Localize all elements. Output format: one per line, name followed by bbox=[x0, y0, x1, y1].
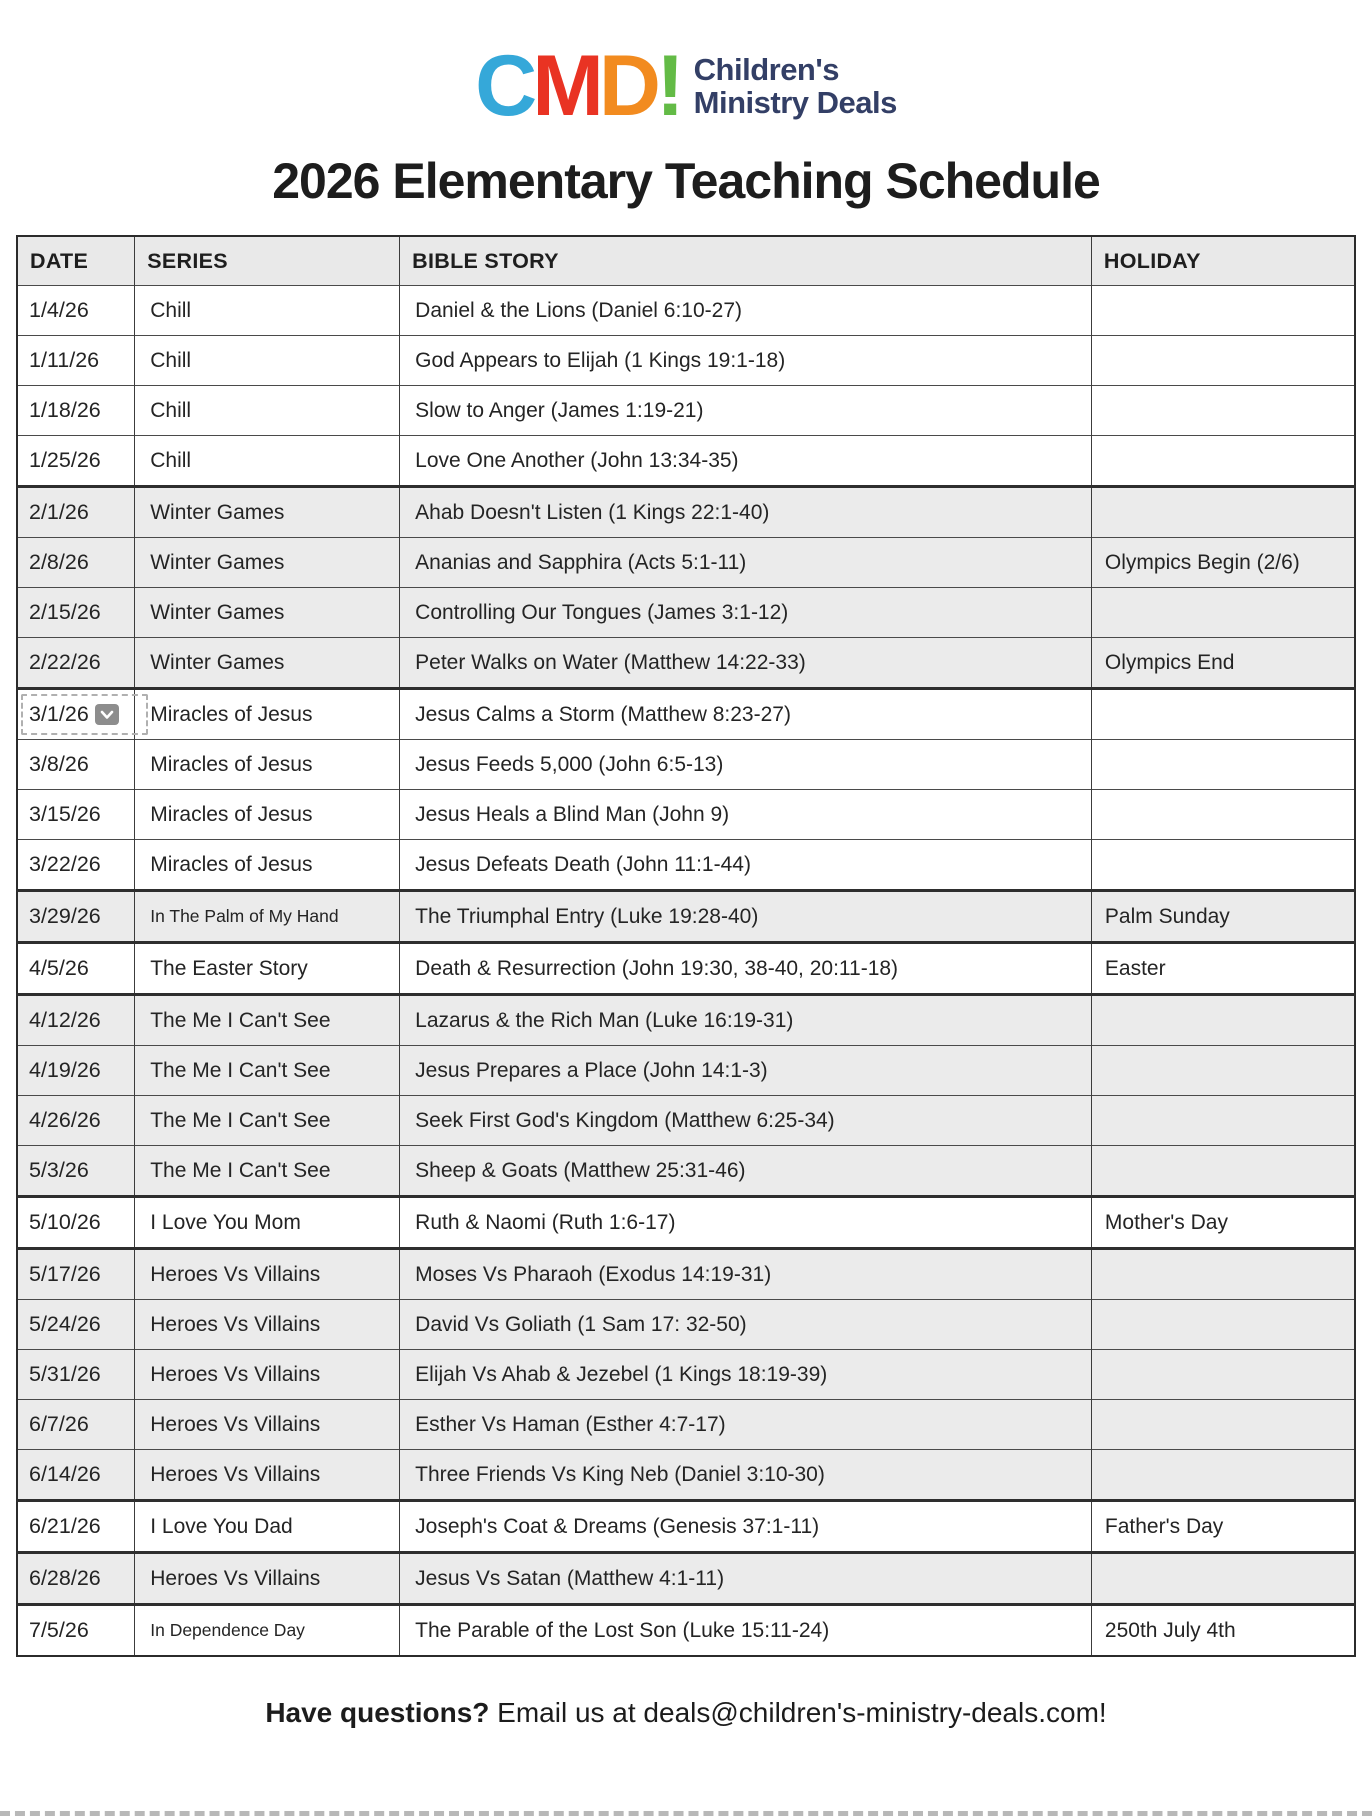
holiday-cell bbox=[1091, 1553, 1355, 1605]
date-cell: 5/31/26 bbox=[17, 1350, 135, 1400]
table-row bbox=[17, 1197, 1355, 1249]
holiday-cell bbox=[1091, 1350, 1355, 1400]
series-cell: Winter Games bbox=[135, 538, 400, 588]
date-cell: 6/14/26 bbox=[17, 1450, 135, 1501]
footer-question: Have questions? bbox=[265, 1697, 490, 1728]
table-row bbox=[17, 1450, 1355, 1501]
schedule-table bbox=[16, 235, 1356, 1657]
series-cell: Winter Games bbox=[135, 487, 400, 538]
table-row bbox=[17, 840, 1355, 891]
series-cell: Winter Games bbox=[135, 638, 400, 689]
story-cell: Seek First God's Kingdom (Matthew 6:25-34) bbox=[400, 1096, 1092, 1146]
date-cell: 1/4/26 bbox=[17, 286, 135, 336]
table-row bbox=[17, 1501, 1355, 1553]
table-row bbox=[17, 638, 1355, 689]
series-cell: The Me I Can't See bbox=[135, 1096, 400, 1146]
series-cell: Heroes Vs Villains bbox=[135, 1300, 400, 1350]
story-cell: Slow to Anger (James 1:19-21) bbox=[400, 386, 1092, 436]
holiday-cell: Father's Day bbox=[1091, 1501, 1355, 1553]
story-cell: Jesus Prepares a Place (John 14:1-3) bbox=[400, 1046, 1092, 1096]
logo-letter: C bbox=[475, 38, 533, 134]
story-cell: Love One Another (John 13:34-35) bbox=[400, 436, 1092, 487]
series-cell: The Me I Can't See bbox=[135, 1046, 400, 1096]
holiday-cell: Mother's Day bbox=[1091, 1197, 1355, 1249]
table-row bbox=[17, 1605, 1355, 1657]
holiday-cell bbox=[1091, 840, 1355, 891]
series-cell: I Love You Dad bbox=[135, 1501, 400, 1553]
holiday-cell bbox=[1091, 1400, 1355, 1450]
column-header-holiday: HOLIDAY bbox=[1091, 236, 1355, 286]
series-cell: The Easter Story bbox=[135, 943, 400, 995]
story-cell: Lazarus & the Rich Man (Luke 16:19-31) bbox=[400, 995, 1092, 1046]
date-cell: 5/24/26 bbox=[17, 1300, 135, 1350]
table-row bbox=[17, 943, 1355, 995]
holiday-cell bbox=[1091, 286, 1355, 336]
table-row bbox=[17, 1400, 1355, 1450]
table-row bbox=[17, 1146, 1355, 1197]
series-cell: Heroes Vs Villains bbox=[135, 1400, 400, 1450]
story-cell: Daniel & the Lions (Daniel 6:10-27) bbox=[400, 286, 1092, 336]
story-cell: Peter Walks on Water (Matthew 14:22-33) bbox=[400, 638, 1092, 689]
series-cell: Heroes Vs Villains bbox=[135, 1553, 400, 1605]
table-row bbox=[17, 891, 1355, 943]
story-cell: Jesus Feeds 5,000 (John 6:5-13) bbox=[400, 740, 1092, 790]
date-cell: 3/22/26 bbox=[17, 840, 135, 891]
holiday-cell bbox=[1091, 436, 1355, 487]
date-dropdown-button[interactable] bbox=[95, 704, 119, 725]
table-row bbox=[17, 588, 1355, 638]
series-cell: Miracles of Jesus bbox=[135, 790, 400, 840]
holiday-cell bbox=[1091, 1300, 1355, 1350]
column-header-series: SERIES bbox=[135, 236, 400, 286]
selected-date-cell[interactable] bbox=[17, 689, 135, 740]
holiday-cell bbox=[1091, 740, 1355, 790]
table-row bbox=[17, 740, 1355, 790]
date-cell: 4/26/26 bbox=[17, 1096, 135, 1146]
series-cell: I Love You Mom bbox=[135, 1197, 400, 1249]
series-cell: The Me I Can't See bbox=[135, 995, 400, 1046]
table-row bbox=[17, 1553, 1355, 1605]
table-row bbox=[17, 790, 1355, 840]
story-cell: Ruth & Naomi (Ruth 1:6-17) bbox=[400, 1197, 1092, 1249]
table-row bbox=[17, 689, 1355, 740]
series-cell: In Dependence Day bbox=[135, 1605, 400, 1657]
date-cell: 3/15/26 bbox=[17, 790, 135, 840]
logo-letter: D bbox=[598, 38, 656, 134]
series-cell: Chill bbox=[135, 336, 400, 386]
holiday-cell bbox=[1091, 995, 1355, 1046]
story-cell: The Parable of the Lost Son (Luke 15:11-24) bbox=[400, 1605, 1092, 1657]
story-cell: Joseph's Coat & Dreams (Genesis 37:1-11) bbox=[400, 1501, 1092, 1553]
table-row bbox=[17, 436, 1355, 487]
story-cell: Jesus Calms a Storm (Matthew 8:23-27) bbox=[400, 689, 1092, 740]
series-cell: Chill bbox=[135, 436, 400, 487]
logo bbox=[0, 34, 1372, 138]
table-row bbox=[17, 995, 1355, 1046]
holiday-cell bbox=[1091, 1249, 1355, 1300]
table-row bbox=[17, 1249, 1355, 1300]
table-row bbox=[17, 1350, 1355, 1400]
date-cell: 7/5/26 bbox=[17, 1605, 135, 1657]
table-row bbox=[17, 286, 1355, 336]
chevron-down-icon bbox=[100, 710, 114, 720]
date-value: 3/1/26 bbox=[29, 702, 89, 726]
date-cell: 2/22/26 bbox=[17, 638, 135, 689]
series-cell: The Me I Can't See bbox=[135, 1146, 400, 1197]
series-cell: In The Palm of My Hand bbox=[135, 891, 400, 943]
story-cell: Esther Vs Haman (Esther 4:7-17) bbox=[400, 1400, 1092, 1450]
page-title: 2026 Elementary Teaching Schedule bbox=[272, 153, 1100, 209]
date-cell: 1/11/26 bbox=[17, 336, 135, 386]
story-cell: Controlling Our Tongues (James 3:1-12) bbox=[400, 588, 1092, 638]
series-cell: Miracles of Jesus bbox=[135, 740, 400, 790]
holiday-cell bbox=[1091, 386, 1355, 436]
story-cell: God Appears to Elijah (1 Kings 19:1-18) bbox=[400, 336, 1092, 386]
date-cell: 1/25/26 bbox=[17, 436, 135, 487]
bottom-dashed-divider bbox=[0, 1811, 1372, 1816]
series-cell: Miracles of Jesus bbox=[135, 840, 400, 891]
holiday-cell bbox=[1091, 1450, 1355, 1501]
story-cell: David Vs Goliath (1 Sam 17: 32-50) bbox=[400, 1300, 1092, 1350]
holiday-cell bbox=[1091, 1096, 1355, 1146]
story-cell: Sheep & Goats (Matthew 25:31-46) bbox=[400, 1146, 1092, 1197]
date-cell: 2/8/26 bbox=[17, 538, 135, 588]
holiday-cell bbox=[1091, 487, 1355, 538]
story-cell: Death & Resurrection (John 19:30, 38-40, 20:11-18) bbox=[400, 943, 1092, 995]
holiday-cell bbox=[1091, 336, 1355, 386]
holiday-cell: 250th July 4th bbox=[1091, 1605, 1355, 1657]
date-cell: 1/18/26 bbox=[17, 386, 135, 436]
holiday-cell bbox=[1091, 790, 1355, 840]
table-row bbox=[17, 1096, 1355, 1146]
logo-letter: M bbox=[532, 38, 599, 134]
date-cell: 4/5/26 bbox=[17, 943, 135, 995]
table-row bbox=[17, 1300, 1355, 1350]
date-cell: 6/7/26 bbox=[17, 1400, 135, 1450]
story-cell: Jesus Vs Satan (Matthew 4:1-11) bbox=[400, 1553, 1092, 1605]
date-cell: 5/17/26 bbox=[17, 1249, 135, 1300]
table-row bbox=[17, 336, 1355, 386]
footer-note bbox=[0, 1697, 1372, 1729]
date-cell: 2/15/26 bbox=[17, 588, 135, 638]
holiday-cell: Palm Sunday bbox=[1091, 891, 1355, 943]
series-cell: Miracles of Jesus bbox=[135, 689, 400, 740]
story-cell: Three Friends Vs King Neb (Daniel 3:10-30) bbox=[400, 1450, 1092, 1501]
date-cell: 4/12/26 bbox=[17, 995, 135, 1046]
table-row bbox=[17, 487, 1355, 538]
date-cell: 6/28/26 bbox=[17, 1553, 135, 1605]
holiday-cell bbox=[1091, 588, 1355, 638]
date-cell: 4/19/26 bbox=[17, 1046, 135, 1096]
holiday-cell bbox=[1091, 1146, 1355, 1197]
date-cell: 5/10/26 bbox=[17, 1197, 135, 1249]
story-cell: Ahab Doesn't Listen (1 Kings 22:1-40) bbox=[400, 487, 1092, 538]
date-cell: 2/1/26 bbox=[17, 487, 135, 538]
column-header-story: BIBLE STORY bbox=[400, 236, 1092, 286]
story-cell: The Triumphal Entry (Luke 19:28-40) bbox=[400, 891, 1092, 943]
logo-cmd bbox=[475, 38, 680, 134]
story-cell: Moses Vs Pharaoh (Exodus 14:19-31) bbox=[400, 1249, 1092, 1300]
brand-line2: Ministry Deals bbox=[693, 85, 897, 120]
story-cell: Elijah Vs Ahab & Jezebel (1 Kings 18:19-39) bbox=[400, 1350, 1092, 1400]
date-cell: 5/3/26 bbox=[17, 1146, 135, 1197]
date-cell: 3/8/26 bbox=[17, 740, 135, 790]
series-cell: Chill bbox=[135, 386, 400, 436]
story-cell: Ananias and Sapphira (Acts 5:1-11) bbox=[400, 538, 1092, 588]
logo-letter: ! bbox=[656, 38, 680, 134]
column-header-date: DATE bbox=[17, 236, 135, 286]
series-cell: Winter Games bbox=[135, 588, 400, 638]
series-cell: Heroes Vs Villains bbox=[135, 1249, 400, 1300]
story-cell: Jesus Heals a Blind Man (John 9) bbox=[400, 790, 1092, 840]
holiday-cell bbox=[1091, 689, 1355, 740]
footer-email-text: Email us at deals@children's-ministry-deals.com! bbox=[489, 1697, 1107, 1728]
table-row bbox=[17, 1046, 1355, 1096]
table-row bbox=[17, 538, 1355, 588]
series-cell: Heroes Vs Villains bbox=[135, 1450, 400, 1501]
date-cell: 3/29/26 bbox=[17, 891, 135, 943]
series-cell: Chill bbox=[135, 286, 400, 336]
holiday-cell: Olympics End bbox=[1091, 638, 1355, 689]
holiday-cell: Olympics Begin (2/6) bbox=[1091, 538, 1355, 588]
series-cell: Heroes Vs Villains bbox=[135, 1350, 400, 1400]
schedule-table-body bbox=[17, 286, 1355, 1657]
story-cell: Jesus Defeats Death (John 11:1-44) bbox=[400, 840, 1092, 891]
header-row bbox=[17, 236, 1355, 286]
date-cell: 6/21/26 bbox=[17, 1501, 135, 1553]
brand-name bbox=[694, 53, 897, 120]
brand-line1: Children's bbox=[693, 51, 839, 87]
holiday-cell bbox=[1091, 1046, 1355, 1096]
holiday-cell: Easter bbox=[1091, 943, 1355, 995]
table-row bbox=[17, 386, 1355, 436]
